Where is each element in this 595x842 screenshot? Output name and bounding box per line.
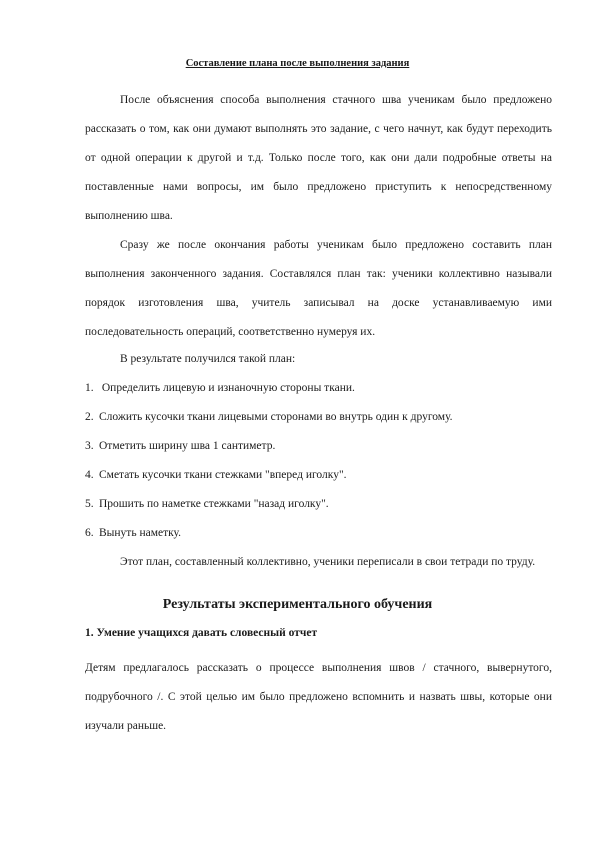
plan-item-number: 1. bbox=[85, 382, 94, 394]
paragraph-2 bbox=[85, 231, 552, 347]
plan-item bbox=[85, 468, 347, 482]
plan-item-text: Определить лицевую и изнаночную стороны ткани. bbox=[101, 382, 355, 394]
paragraph-3-text: Детям предлагалось рассказать о процессе выполнения швов / стачного, вывернутого, подрубочного /. С этой целью им было предложено вспомнить и назвать швы, которые они изучали раньше. bbox=[85, 662, 552, 732]
plan-item-text: Прошить по наметке стежками "назад иголку". bbox=[99, 498, 329, 510]
plan-closing: Этот план, составленный коллективно, ученики переписали в свои тетради по труду. bbox=[120, 556, 536, 568]
plan-item bbox=[85, 381, 355, 395]
plan-item-text: Сложить кусочки ткани лицевыми сторонами во внутрь один к другому. bbox=[99, 411, 453, 423]
subsection-heading: 1. Умение учащихся давать словесный отчет bbox=[85, 627, 318, 639]
plan-item bbox=[85, 439, 275, 453]
plan-item bbox=[85, 410, 453, 424]
paragraph-1 bbox=[85, 86, 552, 231]
plan-item-text: Отметить ширину шва 1 сантиметр. bbox=[99, 440, 276, 452]
plan-item-number: 6. bbox=[85, 527, 94, 539]
plan-item-number: 5. bbox=[85, 498, 94, 510]
plan-item-text: Вынуть наметку. bbox=[99, 527, 182, 539]
paragraph-2-text: Сразу же после окончания работы ученикам было предложено составить план выполнения законченного задания. Составлялся план так: ученики коллективно называли порядок изготовления шва, учитель записывал на доске устанавливаемую ими последовательность операций, соответственно нумеруя их. bbox=[85, 239, 552, 338]
plan-item-text: Сметать кусочки ткани стежками "вперед иголку". bbox=[99, 469, 347, 481]
paragraph-1-text: После объяснения способа выполнения стачного шва ученикам было предложено рассказать о том, как они думают выполнять это задание, с чего начнут, как будут переходить от одной операции к другой и т.д. Только после того, как они дали подробные ответы на поставленные нами вопросы, им было предложено приступить к непосредственному выполнению шва. bbox=[85, 94, 552, 222]
plan-item-number: 4. bbox=[85, 469, 94, 481]
plan-item-number: 2. bbox=[85, 411, 94, 423]
plan-item-number: 3. bbox=[85, 440, 94, 452]
paragraph-3 bbox=[85, 654, 552, 741]
plan-intro: В результате получился такой план: bbox=[120, 353, 296, 365]
plan-item bbox=[85, 526, 181, 540]
section-heading: Результаты экспериментального обучения bbox=[162, 597, 433, 612]
plan-item bbox=[85, 497, 329, 511]
document-title: Составление плана после выполнения задания bbox=[185, 58, 410, 69]
